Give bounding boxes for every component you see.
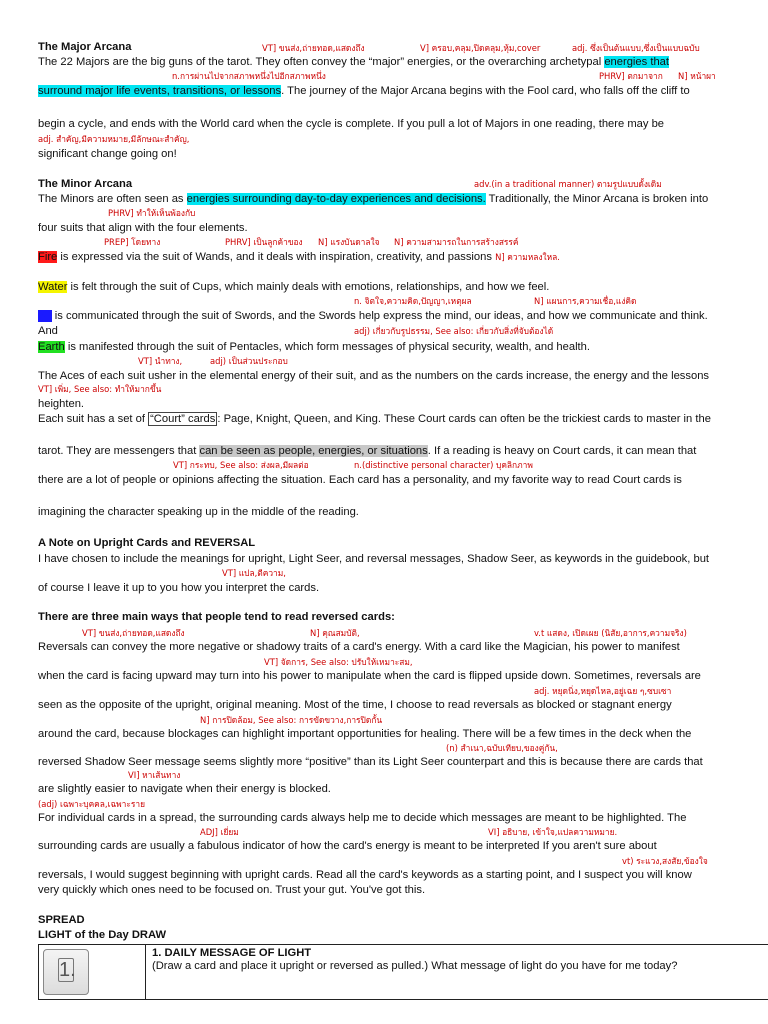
annotation: VT] ขนส่ง,ถ่ายทอด,แสดงถึง — [82, 628, 185, 638]
paragraph-line: Water is felt through the suit of Cups, which mainly deals with emotions, relationships, and how we feel. — [38, 281, 550, 293]
paragraph-line: reversed Shadow Seer message seems slightly more “positive” than its Light Seer counterpart and this is because there are cards that — [38, 756, 703, 768]
annotation: adj) เกี่ยวกับรูปธรรม, See also: เกี่ยวกับสิ่งที่จับต้องได้ — [354, 326, 554, 336]
annotation: (adj) เฉพาะบุคคล,เฉพาะราย — [38, 799, 145, 809]
paragraph-line: imagining the character speaking up in the middle of the reading. — [38, 506, 359, 518]
card-image-cell — [39, 945, 146, 1000]
table-row — [39, 945, 768, 1000]
paragraph-line: very quickly which ones need to be focused on. Trust your gut. You've got this. — [38, 884, 426, 896]
minor-arcana-heading: The Minor Arcana — [38, 178, 133, 190]
reversed-cards-heading: There are three main ways that people tend to read reversed cards: — [38, 611, 395, 623]
annotation: N] แรงบันดาลใจ — [318, 237, 380, 247]
annotation: v.t แสดง, เปิดเผย (นิสัย,อาการ,ความจริง) — [534, 628, 687, 638]
paragraph-line: For individual cards in a spread, the surrounding cards always help me to decide which messages are meant to be highlighted. The — [38, 812, 687, 824]
paragraph-line: are slightly easier to navigate when their energy is blocked. — [38, 783, 331, 795]
paragraph-line: surrounding cards are usually a fabulous indicator of how the card's energy is meant to be interpreted If you aren't sure about — [38, 840, 657, 852]
paragraph-line: Each suit has a set of “Court” cards : Page, Knight, Queen, and King. These Court cards can often be the trickiest cards to master in the — [38, 413, 711, 425]
annotation: N] หน้าผา — [678, 71, 716, 81]
upright-reversal-heading: A Note on Upright Cards and REVERSAL — [38, 537, 256, 549]
annotation: N] แผนการ,ความเชื่อ,แง่คิด — [534, 296, 637, 306]
paragraph-line: around the card, because blockages can highlight important opportunities for healing. There will be a few times in the deck when the — [38, 728, 692, 740]
tarot-card-icon: 1. — [43, 949, 89, 995]
paragraph-line: reversals, I would suggest beginning with upright cards. Read all the card's keywords as a starting point, and I suspect you will know — [38, 869, 692, 881]
annotation: N] การปิดล้อม, See also: การขัดขวาง,การปิดกั้น — [200, 715, 383, 725]
annotation: N] คุณสมบัติ, — [310, 628, 360, 638]
paragraph-line: heighten. — [38, 398, 85, 410]
annotation: (n) สำเนา,ฉบับเทียบ,ของคู่กัน, — [446, 743, 558, 753]
annotation: VT] จัดการ, See also: ปรับให้เหมาะสม, — [264, 657, 413, 667]
paragraph-line: The Minors are often seen as energies surrounding day-to-day experiences and decisions. Traditionally, the Minor Arcana is broken into — [38, 193, 709, 205]
annotation: PHRV] ทำให้เห็นพ้องกับ — [108, 208, 196, 218]
spread-subheading: LIGHT of the Day DRAW — [38, 929, 167, 941]
row-title: 1. DAILY MESSAGE OF LIGHT — [152, 947, 312, 959]
paragraph-line: tarot. They are messengers that can be seen as people, energies, or situations. If a reading is heavy on Court cards, it can mean that — [38, 445, 697, 457]
paragraph-line: there are a lot of people or opinions affecting the situation. Each card has a personality, and my favorite way to read Court cards is — [38, 474, 682, 486]
paragraph-line: The 22 Majors are the big guns of the tarot. They often convey the “major” energies, or the overarching archetypal energies that — [38, 56, 669, 68]
paragraph-line: four suits that align with the four elements. — [38, 222, 248, 234]
spread-table — [38, 944, 768, 1000]
paragraph-line: The Aces of each suit usher in the elemental energy of their suit, and as the numbers on the cards increase, the energy and the lessons — [38, 370, 710, 382]
annotation: VT] ขนส่ง,ถ่ายทอด,แสดงถึง — [262, 43, 365, 53]
paragraph-line: Fire is expressed via the suit of Wands, and it deals with inspiration, creativity, and passions N] ความหลงใหล. — [38, 251, 560, 263]
annotation: adj. สำคัญ,มีความหมาย,มีลักษณะสำคัญ, — [38, 134, 190, 144]
annotation: V] ครอบ,คลุม,ปิดคลุม,หุ้ม,cover — [420, 43, 541, 53]
annotation: vt) ระแวง,สงสัย,ข้องใจ — [622, 856, 708, 866]
paragraph-line: when the card is facing upward may turn into his power to manipulate when the card is flipped upside down. Sometimes, reversals are — [38, 670, 701, 682]
paragraph-line: Reversals can convey the more negative or shadowy traits of a card's energy. With a card like the Magician, his power to manifest — [38, 641, 680, 653]
spread-heading: SPREAD — [38, 914, 85, 926]
annotation: VI] หาเส้นทาง — [128, 770, 181, 780]
annotation: adj. ซึ่งเป็นต้นแบบ,ซึ่งเป็นแบบฉบับ — [572, 43, 700, 53]
row-text: (Draw a card and place it upright or reversed as pulled.) What message of light do you have for me today? — [152, 960, 678, 972]
annotation: adj. หยุดนิ่ง,หยุดไหล,อยู่เฉย ๆ,ซบเซา — [534, 686, 672, 696]
paragraph-line: of course I leave it up to you how you interpret the cards. — [38, 582, 320, 594]
annotation: adv.(in a traditional manner) ตามรูปแบบดั้งเดิม — [474, 179, 662, 189]
annotation: PHRV] ตกมาจาก — [599, 71, 663, 81]
annotation: VT] นำทาง, — [138, 356, 183, 366]
paragraph-line: significant change going on! — [38, 148, 177, 160]
annotation: n.(distinctive personal character) บุคลิกภาพ — [354, 460, 533, 470]
paragraph-line: And — [38, 325, 58, 337]
annotation: VI] อธิบาย, เข้าใจ,แปลความหมาย. — [488, 827, 618, 837]
paragraph-line: surround major life events, transitions, or lessons. The journey of the Major Arcana begins with the Fool card, who falls off the cliff to — [38, 85, 690, 97]
card-description-cell — [146, 945, 768, 1000]
annotation: ADJ] เยี่ยม — [200, 827, 239, 837]
annotation: n. จิตใจ,ความคิด,ปัญญา,เหตุผล — [354, 296, 472, 306]
paragraph-line: Air is communicated through the suit of Swords, and the Swords help express the mind, our ideas, and how we communicate and think. — [38, 310, 708, 322]
annotation: PREP] โดยทาง — [104, 237, 161, 247]
major-arcana-heading: The Major Arcana — [38, 41, 132, 53]
annotation: VT] แปล,ตีความ, — [222, 568, 286, 578]
paragraph-line: Earth is manifested through the suit of Pentacles, which form messages of physical security, wealth, and health. — [38, 341, 590, 353]
annotation: adj) เป็นส่วนประกอบ — [210, 356, 288, 366]
annotation: n.การผ่านไปจากสภาพหนึ่งไปอีกสภาพหนึ่ง — [172, 71, 326, 81]
paragraph-line: begin a cycle, and ends with the World card when the cycle is complete. If you pull a lot of Majors in one reading, there may be — [38, 118, 665, 130]
paragraph-line: I have chosen to include the meanings for upright, Light Seer, and reversal messages, Shadow Seer, as keywords in the guidebook, but — [38, 553, 710, 565]
annotation: N] ความสามารถในการสร้างสรรค์ — [394, 237, 519, 247]
annotation: PHRV] เป็นลูกค้าของ — [225, 237, 303, 247]
annotation: VT] เพิ่ม, See also: ทำให้มากขึ้น — [38, 384, 162, 394]
annotation: VT] กระทบ, See also: ส่งผล,มีผลต่อ — [173, 460, 309, 470]
paragraph-line: seen as the opposite of the upright, original meaning. Most of the time, I choose to read reversals as blocked or stagnant energy — [38, 699, 672, 711]
